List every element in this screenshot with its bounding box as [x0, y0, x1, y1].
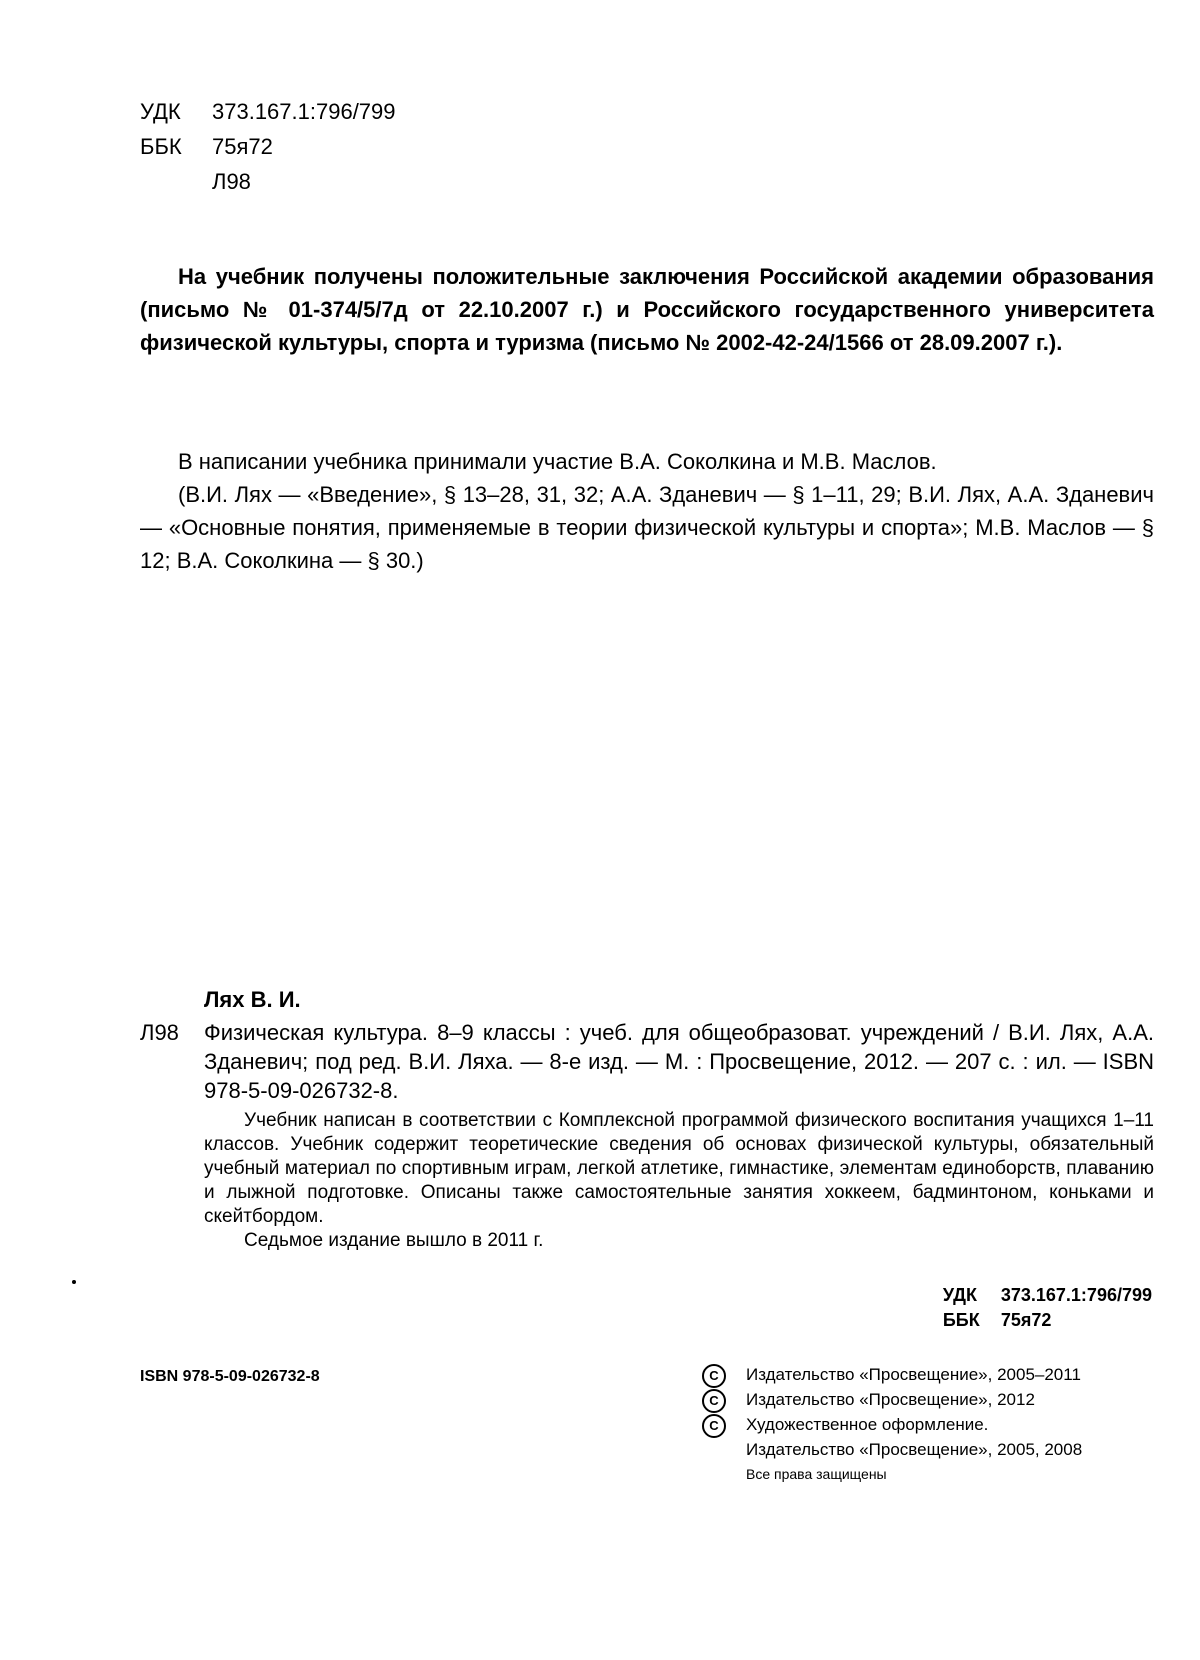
isbn-code: ISBN 978-5-09-026732-8: [140, 1368, 320, 1386]
udk-label: УДК: [140, 94, 212, 129]
copyright-block: [700, 1362, 1082, 1487]
bbk-label: ББК: [140, 129, 212, 164]
udk-label-bottom: УДК: [943, 1283, 1001, 1308]
edition-note: Седьмое издание вышло в 2011 г.: [204, 1229, 1154, 1253]
copyright-row: [700, 1412, 1082, 1437]
copyright-row: [700, 1387, 1082, 1412]
catalog-author: Лях В. И.: [140, 985, 1154, 1014]
approval-statement: На учебник получены положительные заключения Российской академии образования (письмо № 01-374/5/7д от 22.10.2007 г.) и Российского государственного университета физической культуры, спорта и туризма (письмо № 2002-42-24/1566 от 28.09.2007 г.).: [140, 260, 1154, 359]
catalog-entry: [140, 1018, 1154, 1105]
bbk-row-bottom: [943, 1308, 1152, 1333]
print-speck: [72, 1280, 76, 1284]
bbk-label-bottom: ББК: [943, 1308, 1001, 1333]
classification-bottom: [943, 1283, 1152, 1333]
copyright-continuation: [700, 1437, 1082, 1462]
author-mark: Л98: [140, 164, 396, 199]
bbk-value-bottom: 75я72: [1001, 1310, 1052, 1330]
rights-reserved-text: Все права защищены: [746, 1466, 887, 1482]
udk-value: 373.167.1:796/799: [212, 99, 396, 124]
contributors-line: В написании учебника принимали участие В.А. Соколкина и М.В. Маслов.: [140, 445, 1154, 478]
catalog-annotation: Учебник написан в соответствии с Комплексной программой физического воспитания учащихся 1–11 классов. Учебник содержит теоретические сведения об основах физической культуры, обязательный учебный материал по спортивным играм, легкой атлетике, гимнастике, элементам единоборств, плаванию и лыжной подготовке. Описаны также самостоятельные занятия хоккеем, бадминтоном, коньками и скейтбордом.: [204, 1109, 1154, 1229]
catalog-code: Л98: [140, 1018, 179, 1047]
rights-reserved: [700, 1462, 1082, 1487]
udk-row: [140, 94, 396, 129]
copyright-line: Издательство «Просвещение», 2005, 2008: [746, 1440, 1082, 1459]
copyright-icon: C: [702, 1389, 726, 1413]
copyright-icon: C: [702, 1414, 726, 1438]
bbk-row: [140, 129, 396, 164]
copyright-icon: C: [702, 1364, 726, 1388]
udk-value-bottom: 373.167.1:796/799: [1001, 1285, 1152, 1305]
copyright-line: Издательство «Просвещение», 2012: [746, 1390, 1035, 1409]
catalog-entry-text: Физическая культура. 8–9 классы : учеб. для общеобразоват. учреждений / В.И. Лях, А.А. Зданевич; под ред. В.И. Ляха. — 8-е изд. — М. : Просвещение, 2012. — 207 с. : ил. — ISBN 978-5-09-026732-8.: [204, 1020, 1154, 1103]
catalog-card: [140, 985, 1154, 1253]
copyright-row: [700, 1362, 1082, 1387]
copyright-line: Художественное оформление.: [746, 1415, 988, 1434]
contributors-block: [140, 445, 1154, 577]
contributors-sections: (В.И. Лях — «Введение», § 13–28, 31, 32; А.А. Зданевич — § 1–11, 29; В.И. Лях, А.А. Зданевич — «Основные понятия, применяемые в теории физической культуры и спорта»; М.В. Маслов — § 12; В.А. Соколкина — § 30.): [140, 478, 1154, 577]
catalog-annotation-block: [140, 1109, 1154, 1253]
copyright-line: Издательство «Просвещение», 2005–2011: [746, 1365, 1081, 1384]
udk-row-bottom: [943, 1283, 1152, 1308]
bbk-value: 75я72: [212, 134, 273, 159]
classification-block: [140, 94, 396, 199]
